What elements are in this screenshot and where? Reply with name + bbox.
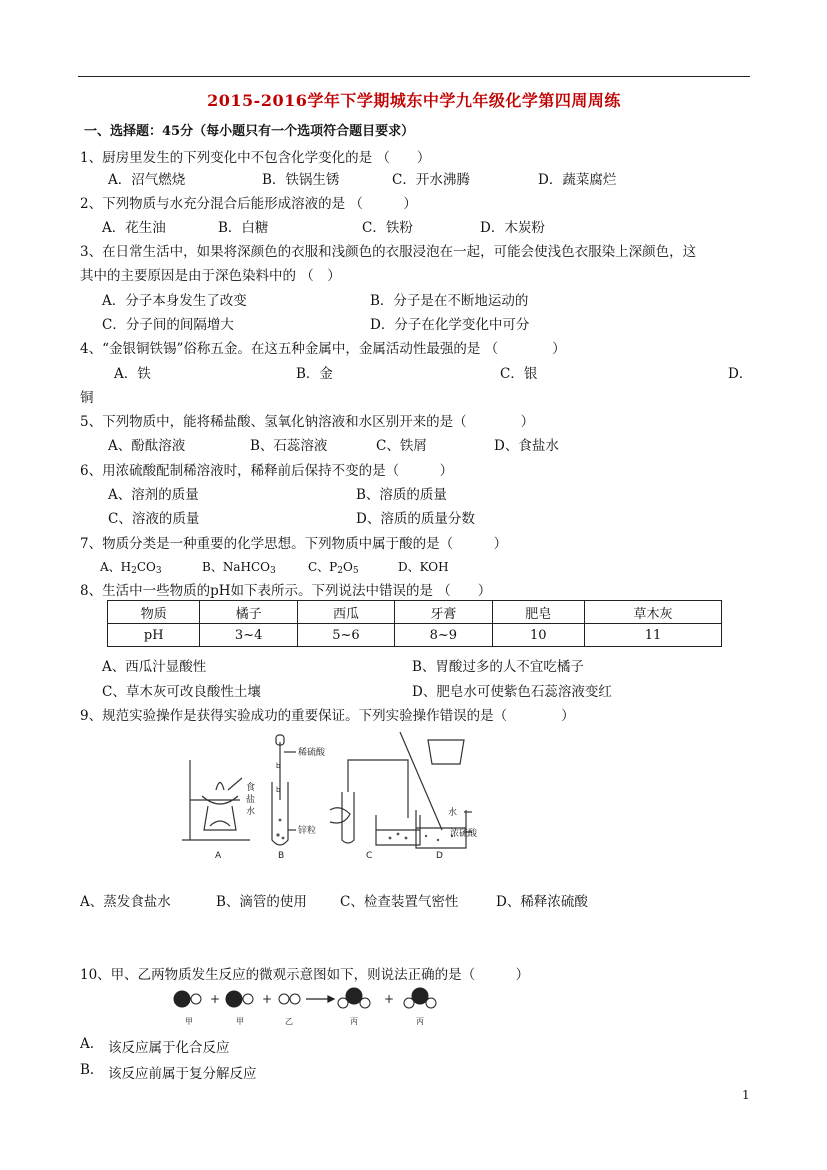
question-5-stem: 5、下列物质中，能将稀盐酸、氢氧化钠溶液和水区别开来的是（ ） xyxy=(80,414,535,430)
q2-option-d: D．木炭粉 xyxy=(480,220,545,236)
ph-table-header-cell: 草木灰 xyxy=(584,601,721,624)
q6-option-d: D、溶质的质量分数 xyxy=(356,511,475,527)
q10-option-a-label: A. xyxy=(80,1036,95,1052)
ph-table-header-cell: 橘子 xyxy=(200,601,297,624)
q4-option-d-text: 铜 xyxy=(80,390,94,406)
question-9-stem: 9、规范实验操作是获得实验成功的重要保证。下列实验操作错误的是（ ） xyxy=(80,708,575,724)
q10-option-a: 该反应属于化合反应 xyxy=(108,1040,230,1056)
q4-option-a: A．铁 xyxy=(114,366,151,382)
ph-table-value-row xyxy=(108,624,722,647)
q6-option-c: C、溶液的质量 xyxy=(108,511,200,527)
reaction-plus-3: + xyxy=(384,992,395,1006)
ph-table-cell: 10 xyxy=(492,624,584,647)
ph-table xyxy=(107,600,722,647)
q1-option-b: B．铁锅生锈 xyxy=(262,172,340,188)
question-1-stem: 1、厨房里发生的下列变化中不包含化学变化的是 （ ） xyxy=(80,150,431,166)
q9-option-b: B、滴管的使用 xyxy=(216,894,307,910)
figure-label-b-top: b xyxy=(276,762,281,770)
question-2-stem: 2、下列物质与水充分混合后能形成溶液的是 （ ） xyxy=(80,196,417,212)
header-rule xyxy=(78,76,750,77)
q2-option-b: B．白糖 xyxy=(218,220,269,236)
q7-a-sub1: 2 xyxy=(131,566,137,576)
question-3-stem-line1: 3、在日常生活中，如果将深颜色的衣服和浅颜色的衣服浸泡在一起，可能会使浅色衣服染上深颜色，这 xyxy=(80,244,697,260)
page-number: 1 xyxy=(742,1088,750,1102)
figure-label-zinc: 锌粒 xyxy=(298,826,317,836)
reaction-plus-2: + xyxy=(262,992,273,1006)
q5-option-b: B、石蕊溶液 xyxy=(250,438,328,454)
figure-label-salt-3: 水 xyxy=(246,807,256,817)
q9-option-a: A、蒸发食盐水 xyxy=(80,894,171,910)
figure-label-dilute-acid: 稀硫酸 xyxy=(298,748,326,758)
ph-table-cell: pH xyxy=(108,624,200,647)
reaction-label-bing-1: 丙 xyxy=(350,1017,358,1026)
question-10-stem: 10、甲、乙两物质发生反应的微观示意图如下，则说法正确的是（ ） xyxy=(80,967,530,983)
q7-option-a xyxy=(100,558,162,576)
q9-option-c: C、检查装置气密性 xyxy=(340,894,459,910)
question-7-stem: 7、物质分类是一种重要的化学思想。下列物质中属于酸的是（ ） xyxy=(80,536,508,552)
q7-b-text: B、NaHCO xyxy=(202,560,270,574)
reaction-label-jia-1: 甲 xyxy=(185,1017,193,1026)
reaction-label-jia-2: 甲 xyxy=(236,1017,244,1026)
q1-option-d: D．蔬菜腐烂 xyxy=(538,172,617,188)
q4-option-d: D． xyxy=(728,366,753,382)
q1-option-a: A．沼气燃烧 xyxy=(108,172,186,188)
q10-option-b-label: B. xyxy=(80,1062,95,1078)
q4-option-b: B．金 xyxy=(296,366,333,382)
ph-table-header-cell: 西瓜 xyxy=(297,601,394,624)
ph-table-cell: 11 xyxy=(584,624,721,647)
question-6-stem: 6、用浓硫酸配制稀溶液时，稀释前后保持不变的是（ ） xyxy=(80,463,454,479)
ph-table-cell: 3~4 xyxy=(200,624,297,647)
q7-c-mid: O xyxy=(343,560,353,574)
q7-option-b xyxy=(202,558,276,576)
question-8-stem: 8、生活中一些物质的pH如下表所示。下列说法中错误的是 （ ） xyxy=(80,583,492,599)
q4-option-c: C．银 xyxy=(500,366,538,382)
q7-option-d: D、KOH xyxy=(398,560,449,574)
q7-option-c xyxy=(308,558,359,576)
figure-label-A: A xyxy=(215,851,222,861)
question-3-stem-line2: 其中的主要原因是由于深色染料中的 （ ） xyxy=(80,268,341,284)
q2-option-c: C．铁粉 xyxy=(362,220,413,236)
q7-c-sub1: 2 xyxy=(337,566,343,576)
figure-label-B: B xyxy=(278,851,285,861)
ph-table-header-row xyxy=(108,601,722,624)
q7-b-sub: 3 xyxy=(269,566,276,576)
q6-option-b: B、溶质的质量 xyxy=(356,487,447,503)
ph-table-header-cell: 肥皂 xyxy=(492,601,584,624)
reaction-diagram xyxy=(168,986,448,1028)
q6-option-a: A、溶剂的质量 xyxy=(108,487,199,503)
q10-option-b: 该反应前属于复分解反应 xyxy=(108,1066,257,1082)
lab-operations-figure xyxy=(180,730,480,865)
q5-option-c: C、铁屑 xyxy=(376,438,427,454)
q3-option-b: B．分子是在不断地运动的 xyxy=(370,293,529,309)
q7-c-text: C、P xyxy=(308,560,338,574)
q8-option-c: C、草木灰可改良酸性土壤 xyxy=(102,684,261,700)
q3-option-a: A．分子本身发生了改变 xyxy=(102,293,247,309)
q3-option-c: C．分子间的间隔增大 xyxy=(102,317,234,333)
q2-option-a: A．花生油 xyxy=(102,220,166,236)
q1-option-c: C．开水沸腾 xyxy=(392,172,470,188)
figure-label-salt-2: 盐 xyxy=(246,795,256,805)
q8-option-b: B、胃酸过多的人不宜吃橘子 xyxy=(412,659,584,675)
reaction-label-bing-2: 丙 xyxy=(416,1017,424,1026)
reaction-plus-1: + xyxy=(210,992,221,1006)
question-4-stem: 4、“金银铜铁锡”俗称五金。在这五种金属中，金属活动性最强的是 （ ） xyxy=(80,341,566,357)
q7-a-mid: CO xyxy=(136,560,156,574)
figure-label-b-mid: b xyxy=(276,786,281,794)
figure-label-conc-acid: 浓硫酸 xyxy=(450,829,478,839)
q7-a-sub2: 3 xyxy=(155,566,162,576)
figure-label-C: C xyxy=(366,851,373,861)
figure-label-D: D xyxy=(436,851,443,861)
q9-option-d: D、稀释浓硫酸 xyxy=(496,894,588,910)
figure-label-salt-1: 食 xyxy=(246,783,256,793)
ph-table-header-cell: 物质 xyxy=(108,601,200,624)
q8-option-a: A、西瓜汁显酸性 xyxy=(102,659,207,675)
q5-option-d: D、食盐水 xyxy=(494,438,559,454)
q8-option-d: D、肥皂水可使紫色石蕊溶液变红 xyxy=(412,684,612,700)
ph-table-header-cell: 牙膏 xyxy=(395,601,492,624)
q5-option-a: A、酚酞溶液 xyxy=(108,438,186,454)
ph-table-cell: 5~6 xyxy=(297,624,394,647)
q7-c-sub2: 5 xyxy=(352,566,359,576)
q7-a-text: A、H xyxy=(100,560,132,574)
reaction-label-yi: 乙 xyxy=(285,1017,293,1026)
q3-option-d: D．分子在化学变化中可分 xyxy=(370,317,530,333)
ph-table-cell: 8~9 xyxy=(395,624,492,647)
figure-label-water: 水 xyxy=(448,808,458,818)
page-title: 2015-2016学年下学期城东中学九年级化学第四周周练 xyxy=(207,91,621,110)
section-heading: 一、选择题：45分（每小题只有一个选项符合题目要求） xyxy=(84,124,415,139)
